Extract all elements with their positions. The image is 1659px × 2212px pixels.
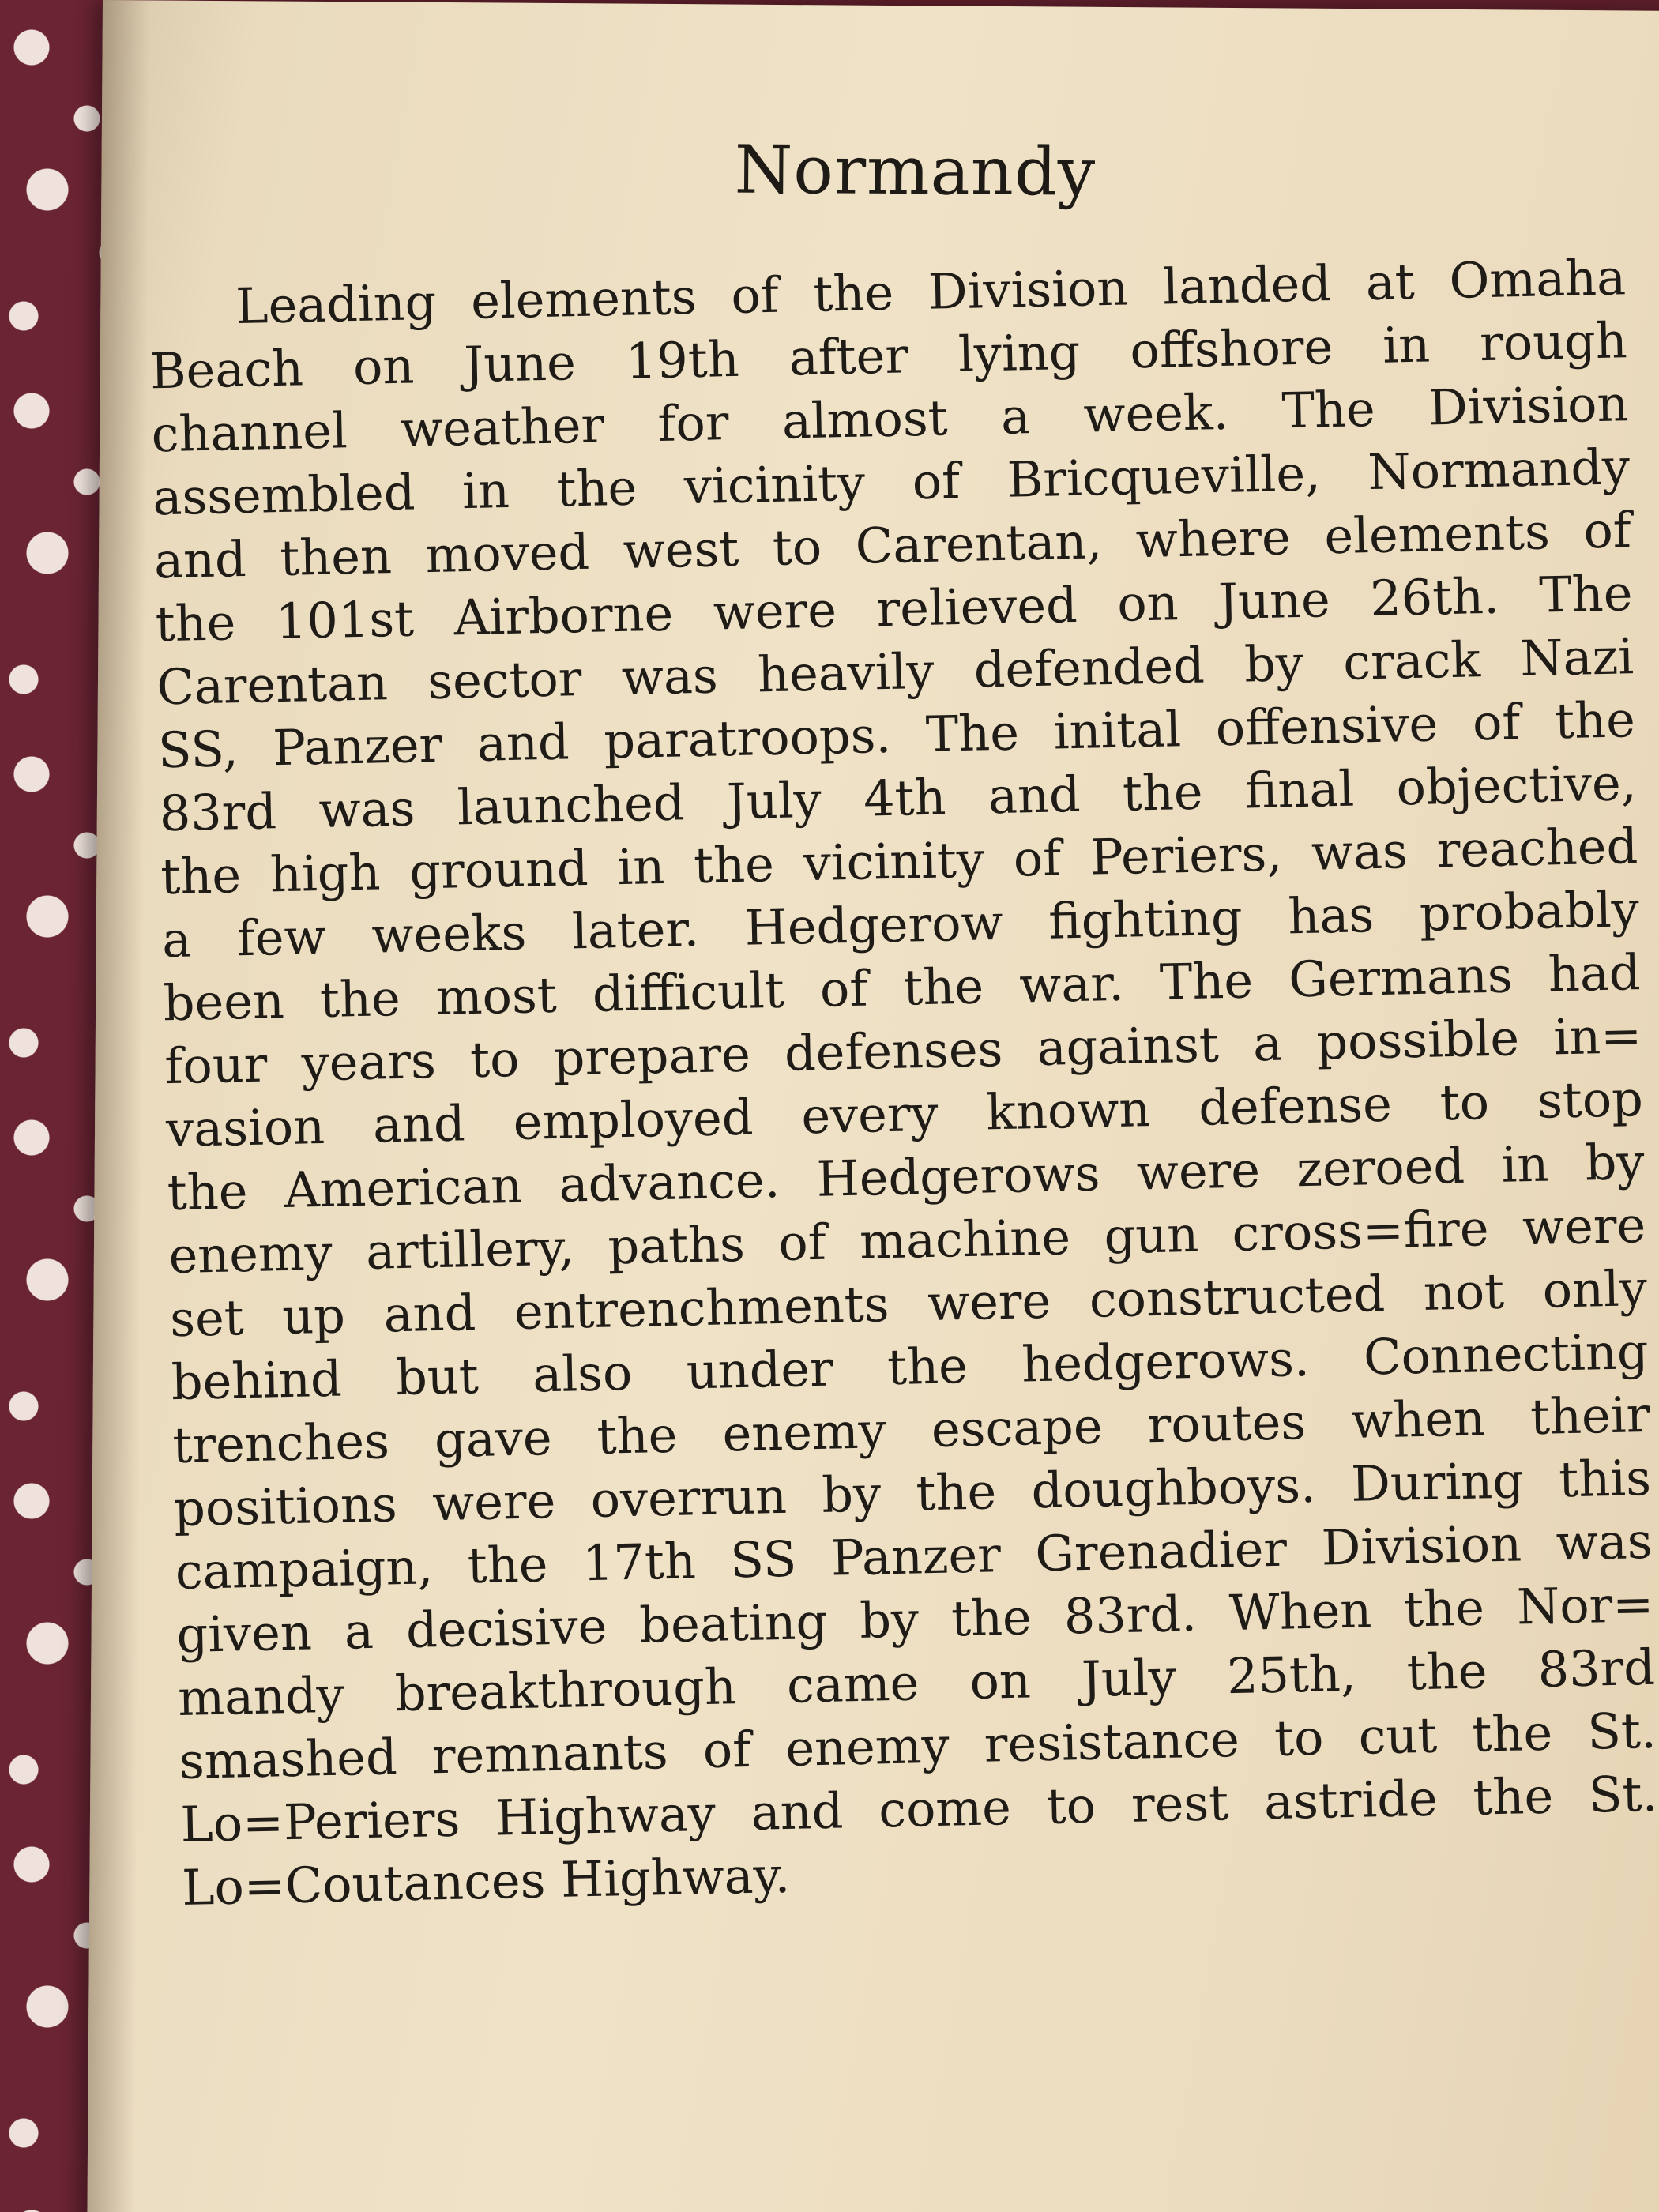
text-line: enemy artillery, paths of machine gun cross=fire were bbox=[167, 1195, 1646, 1285]
text-line: vasion and employed every known defense to stop bbox=[165, 1070, 1644, 1159]
text-line: positions were overrun by the doughboys. During this bbox=[173, 1448, 1652, 1538]
text-line: channel weather for almost a week. The Division bbox=[150, 374, 1630, 464]
text-line: a few weeks later. Hedgerow fighting has probably bbox=[161, 880, 1640, 969]
text-line: 83rd was launched July 4th and the final objective, bbox=[159, 754, 1638, 843]
text-line: the high ground in the vicinity of Periers, was reached bbox=[160, 817, 1638, 906]
text-line: Lo=Coutances Highway. bbox=[181, 1845, 791, 1917]
text-line: four years to prepare defenses against a possible in= bbox=[164, 1006, 1642, 1096]
body-paragraph bbox=[149, 246, 1659, 1920]
text-line: campaign, the 17th SS Panzer Grenadier Division was bbox=[175, 1511, 1653, 1601]
text-line: the 101st Airborne were relieved on June 26th. The bbox=[154, 564, 1634, 653]
book-page bbox=[87, 0, 1659, 2212]
text-line: been the most difficult of the war. The Germans had bbox=[163, 943, 1642, 1033]
text-line: Carentan sector was heavily defended by crack Nazi bbox=[156, 627, 1635, 717]
text-line: behind but also under the hedgerows. Connecting bbox=[171, 1322, 1650, 1412]
text-line: Lo=Periers Highway and come to rest astride the St. bbox=[179, 1764, 1658, 1853]
text-line: Leading elements of the Division landed at Omaha bbox=[235, 248, 1627, 336]
text-line: mandy breakthrough came on July 25th, the 83rd bbox=[177, 1638, 1656, 1728]
text-line: and then moved west to Carentan, where elements of bbox=[153, 501, 1632, 590]
text-line: the American advance. Hedgerows were zeroed in by bbox=[167, 1133, 1646, 1222]
text-line: smashed remnants of enemy resistance to cut the St. bbox=[179, 1701, 1657, 1790]
text-line: given a decisive beating by the 83rd. When the Nor= bbox=[175, 1574, 1654, 1665]
text-line: set up and entrenchments were constructed not only bbox=[169, 1258, 1648, 1349]
page-title: Normandy bbox=[734, 130, 1097, 211]
text-line: trenches gave the enemy escape routes when their bbox=[171, 1385, 1650, 1475]
text-line: assembled in the vicinity of Bricqueville, Normandy bbox=[152, 438, 1631, 527]
text-line: SS, Panzer and paratroops. The inital offensive of the bbox=[157, 690, 1636, 780]
text-line: Beach on June 19th after lying offshore in rough bbox=[149, 311, 1628, 401]
